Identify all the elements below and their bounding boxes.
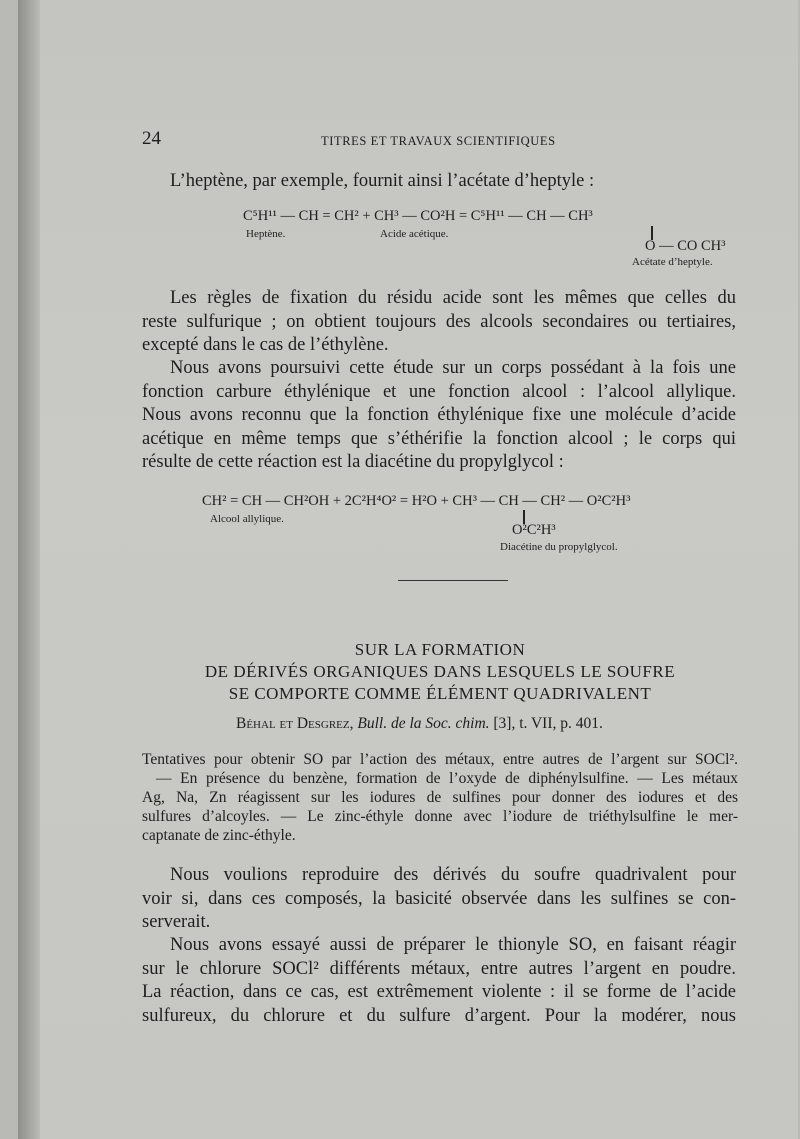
paragraph-3	[142, 864, 736, 935]
text-line: sur le chlorure SOCl² différents métaux, entre autres l’argent en poudre.	[142, 958, 736, 979]
text-line: Nous avons essayé aussi de préparer le thionyle SO, en faisant réagir	[170, 935, 736, 955]
paragraph-4	[142, 934, 736, 1028]
text-line: sulfureux, du chlorure et du sulfure d’argent. Pour la modérer, nous	[142, 1005, 736, 1026]
citation-journal: Bull. de la Soc. chim.	[357, 715, 490, 732]
label-heptene: Heptène.	[246, 228, 286, 240]
formula-heptyl-acetate: C⁵H¹¹ — CH = CH² + CH³ — CO²H = C⁵H¹¹ — CH — CH³	[243, 208, 593, 224]
formula1-branch: O — CO CH³	[645, 238, 726, 254]
label-diacetine: Diacétine du propylglycol.	[500, 541, 618, 553]
text-line: reste sulfurique ; on obtient toujours des alcools secondaires ou tertiaires,	[142, 311, 736, 332]
citation-authors: Béhal et Desgrez,	[236, 715, 354, 732]
text-line: Ag, Na, Zn réagissent sur les iodures de sulfines pour donner des iodures et des	[142, 789, 738, 806]
section-title-line-2: DE DÉRIVÉS ORGANIQUES DANS LESQUELS LE SOUFRE	[204, 662, 676, 681]
text-line: La réaction, dans ce cas, est extrêmement violente : il se forme de l’acide	[142, 982, 736, 1002]
summary-paragraph	[142, 750, 738, 845]
text-line: sulfures d’alcoyles. — Le zinc-éthyle donne avec l’iodure de triéthylsulfine le mer-	[142, 808, 738, 825]
section-separator	[398, 580, 508, 581]
label-acetate-heptyle: Acétate d’heptyle.	[632, 256, 713, 268]
text-line: fonction carbure éthylénique et une fonction alcool : l’alcool allylique.	[142, 381, 736, 402]
section-title-line-3: SE COMPORTE COMME ÉLÉMENT QUADRIVALENT	[228, 684, 652, 703]
running-title: TITRES ET TRAVAUX SCIENTIFIQUES	[321, 134, 556, 148]
label-alcool-allylique: Alcool allylique.	[210, 513, 284, 525]
text-line: voir si, dans ces composés, la basicité observée dans les sulfines se con-	[142, 888, 736, 909]
text-line: — En présence du benzène, formation de l’oxyde de diphénylsulfine. — Les métaux	[156, 770, 738, 787]
text-line: excepté dans le cas de l’éthylène.	[142, 335, 389, 355]
text-line: résulte de cette réaction est la diacétine du propylglycol :	[142, 452, 564, 472]
section-title-line-1: SUR LA FORMATION	[354, 640, 526, 659]
text-line: captanate de zinc-éthyle.	[142, 827, 296, 844]
paragraph-1	[142, 287, 736, 358]
citation-ref: [3], t. VII, p. 401.	[493, 715, 603, 732]
citation	[236, 715, 603, 733]
text-line: acétique en même temps que s’éthérifie la fonction alcool ; le corps qui	[142, 428, 736, 449]
text-line: serverait.	[142, 912, 211, 932]
paragraph-2	[142, 357, 736, 475]
text-line: Nous avons poursuivi cette étude sur un corps possédant à la fois une	[170, 358, 736, 378]
formula2-branch: O²C²H³	[512, 522, 556, 538]
label-acide-acetique: Acide acétique.	[380, 228, 449, 240]
text-line: Les règles de fixation du résidu acide sont les mêmes que celles du	[170, 288, 736, 308]
text-line: Nous voulions reproduire des dérivés du soufre quadrivalent pour	[170, 865, 736, 885]
page-number: 24	[142, 128, 161, 149]
text-line: Nous avons reconnu que la fonction éthylénique fixe une molécule d’acide	[142, 405, 736, 425]
intro-line: L’heptène, par exemple, fournit ainsi l’acétate d’heptyle :	[170, 171, 595, 191]
formula-diacetine: CH² = CH — CH²OH + 2C²H⁴O² = H²O + CH³ — CH — CH² — O²C²H³	[202, 493, 631, 509]
page-shadow	[18, 0, 40, 1139]
text-line: Tentatives pour obtenir SO par l’action des métaux, entre autres de l’argent sur SOCl².	[142, 751, 738, 768]
